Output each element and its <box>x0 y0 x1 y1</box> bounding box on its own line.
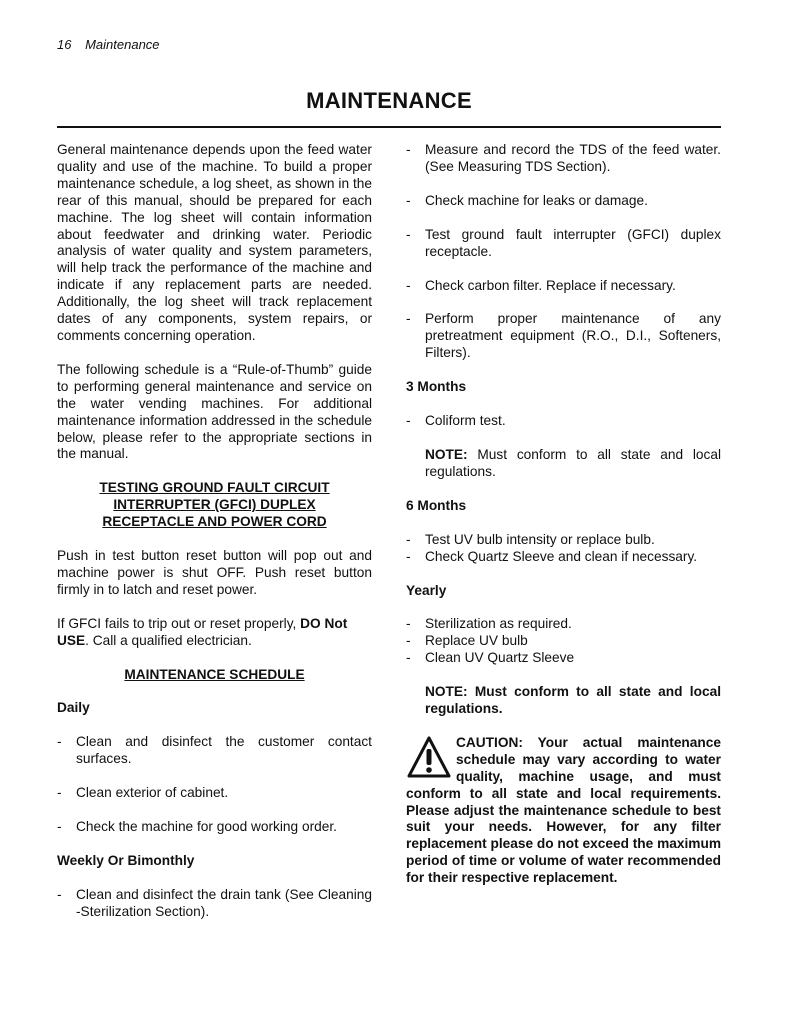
list-item-text: Replace UV bulb <box>425 633 528 649</box>
list-item <box>406 142 721 176</box>
right-column <box>406 142 721 887</box>
note-must-conform: NOTE: Must conform to all state and local regulations. <box>425 684 721 717</box>
gfci-heading-line: INTERRUPTER (GFCI) DUPLEX <box>113 497 316 513</box>
three-months-heading: 3 Months <box>406 379 467 395</box>
list-item-text: Sterilization as required. <box>425 616 572 632</box>
bullet-dash: - <box>406 548 411 564</box>
daily-heading: Daily <box>57 700 90 716</box>
list-item <box>57 734 372 768</box>
running-section-title: Maintenance <box>85 37 160 52</box>
list-item <box>406 633 721 650</box>
list-item-text: Clean UV Quartz Sleeve <box>425 650 575 666</box>
bullet-dash: - <box>57 734 62 750</box>
bullet-dash: - <box>406 633 411 649</box>
list-item <box>406 193 721 210</box>
bullet-dash: - <box>406 311 411 327</box>
do-not-use-warning: DO Not USE <box>57 615 348 648</box>
list-item-text: Clean and disinfect the customer contact surfaces. <box>76 734 372 767</box>
list-item <box>406 227 721 261</box>
bullet-dash: - <box>406 277 411 293</box>
gfci-heading-line: RECEPTACLE AND POWER CORD <box>102 514 327 530</box>
six-months-heading: 6 Months <box>406 497 467 513</box>
bullet-dash: - <box>406 650 411 666</box>
list-item-text: Test ground fault interrupter (GFCI) duplex receptacle. <box>425 226 721 259</box>
list-item <box>406 532 721 549</box>
gfci-heading <box>57 480 372 531</box>
gfci-fail-paragraph <box>57 616 372 650</box>
list-item <box>406 650 721 667</box>
list-item <box>406 616 721 633</box>
bullet-dash: - <box>406 531 411 547</box>
list-item-text: Measure and record the TDS of the feed water. (See Measuring TDS Section). <box>425 142 721 174</box>
bullet-dash: - <box>406 616 411 632</box>
list-item <box>57 785 372 802</box>
gfci-heading-line: TESTING GROUND FAULT CIRCUIT <box>99 480 330 496</box>
intro-paragraph: General maintenance depends upon the feed water quality and use of the machine. To build a proper maintenance schedule, a log sheet, as shown in the rear of this manual, should be prepared for each machine. The log sheet will contain information about feedwater and drinking water. Periodic analysis of water quality and system parameters, will help track the performance of the machine and indicate if any replacement parts are needed. Additionally, the log sheet will track replacement dates of any components, system repairs, or comments concerning operation. <box>57 142 372 343</box>
schedule-intro-paragraph: The following schedule is a “Rule-of-Thumb” guide to performing general maintenance and service on the water vending machines. For additional maintenance information addressed in the schedule below, please refer to the appropriate sections in the manual. <box>57 361 372 462</box>
list-item <box>406 413 721 430</box>
list-item-text: Check Quartz Sleeve and clean if necessary. <box>425 548 698 564</box>
page-title: MAINTENANCE <box>306 88 472 113</box>
left-column <box>57 142 372 921</box>
list-item <box>406 311 721 362</box>
caution-block <box>406 735 721 887</box>
list-item-text: Clean and disinfect the drain tank (See Cleaning -Sterilization Section). <box>76 886 372 919</box>
gfci-test-paragraph: Push in test button reset button will pop out and machine power is shut OFF. Push reset button firmly in to latch and reset power. <box>57 548 372 597</box>
list-item-text: Check the machine for good working order. <box>76 819 337 835</box>
caution-text: CAUTION: Your actual maintenance schedule may vary according to water quality, machine usage, and must conform to all state and local requirements. Please adjust the maintenance schedule to best suit your needs. However, for any filter replacement please do not exceed the maximum period of time or volume of water recommended for their respective replacement. <box>406 734 721 886</box>
bullet-dash: - <box>406 142 411 157</box>
bullet-dash: - <box>406 192 411 208</box>
list-item <box>406 549 721 566</box>
bullet-dash: - <box>406 413 411 429</box>
yearly-heading: Yearly <box>406 582 447 598</box>
bullet-dash: - <box>57 785 62 801</box>
note-label: NOTE: <box>425 446 468 462</box>
warning-triangle-icon <box>406 735 452 781</box>
list-item <box>57 819 372 836</box>
bullet-dash: - <box>57 886 62 902</box>
maintenance-schedule-heading: MAINTENANCE SCHEDULE <box>124 666 305 682</box>
list-item-text: Test UV bulb intensity or replace bulb. <box>425 531 655 547</box>
list-item-text: Coliform test. <box>425 413 506 429</box>
note-conform-regulations <box>406 447 721 481</box>
bullet-dash: - <box>406 226 411 242</box>
page-number: 16 <box>57 37 72 52</box>
list-item <box>57 887 372 921</box>
gfci-fail-text: If GFCI fails to trip out or reset properly, <box>57 615 301 631</box>
list-item <box>406 278 721 295</box>
title-divider <box>57 126 721 128</box>
note-text: Must conform to all state and local regulations. <box>425 446 721 479</box>
gfci-fail-text-end: . Call a qualified electrician. <box>85 632 252 648</box>
list-item-text: Check carbon filter. Replace if necessary. <box>425 277 676 293</box>
list-item-text: Clean exterior of cabinet. <box>76 785 229 801</box>
bullet-dash: - <box>57 819 62 835</box>
page-header <box>57 37 160 52</box>
list-item-text: Perform proper maintenance of any pretreatment equipment (R.O., D.I., Softeners, Filters). <box>425 311 721 361</box>
weekly-heading: Weekly Or Bimonthly <box>57 853 195 868</box>
list-item-text: Check machine for leaks or damage. <box>425 192 648 208</box>
